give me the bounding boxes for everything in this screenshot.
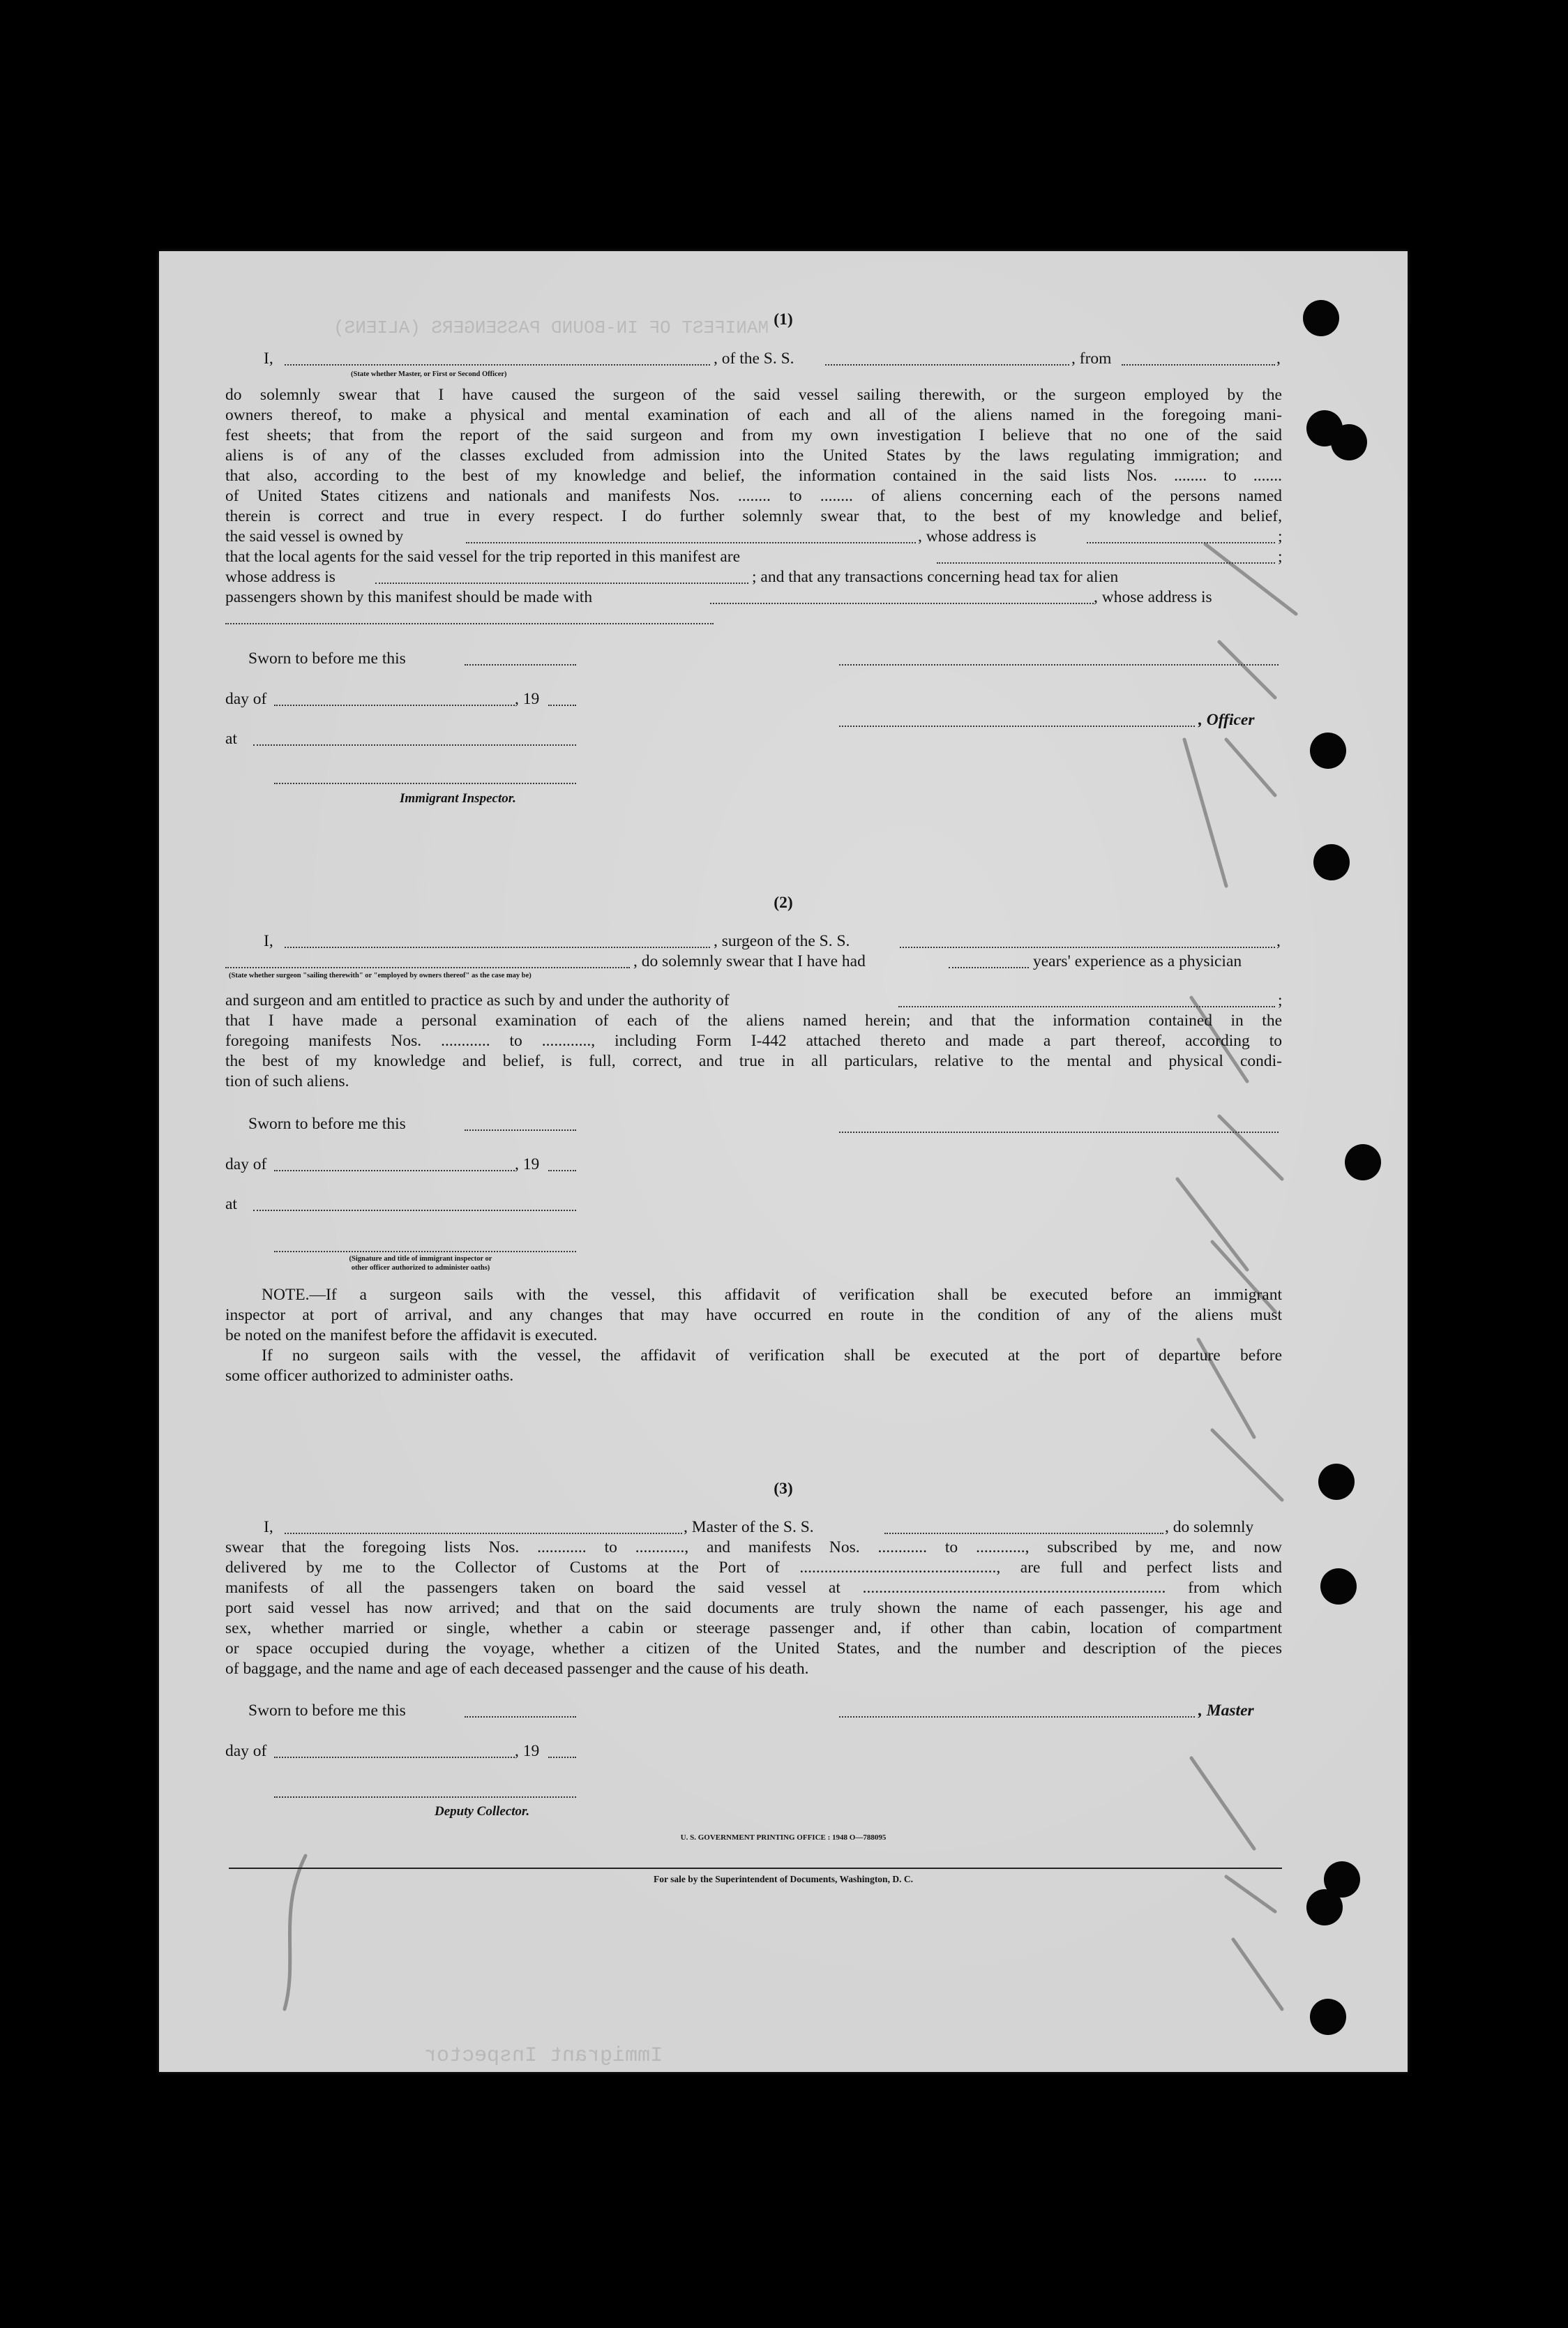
section-1-oath-paragraph <box>225 385 1282 527</box>
surgeon-signature-line[interactable] <box>839 1132 1279 1133</box>
officer-signature-line[interactable] <box>839 726 1195 727</box>
oath-line: the best of my knowledge and belief, is full, correct, and true in all particulars, relative to the mental and physical condi- <box>225 1052 1282 1070</box>
note-line: inspector at port of arrival, and any changes that may have occurred en route in the condition of any of the aliens must <box>225 1306 1282 1324</box>
gpo-imprint: U. S. GOVERNMENT PRINTING OFFICE : 1948 O—788095 <box>680 1833 887 1842</box>
owned-by-label: the said vessel is owned by <box>225 527 404 546</box>
at-label: at <box>225 730 237 748</box>
sworn-label: Sworn to before me this <box>248 1702 406 1720</box>
year-prefix: , 19 <box>515 1155 540 1173</box>
years-field[interactable] <box>949 967 1029 968</box>
oath-line: fest sheets; that from the report of the said surgeon and from my own investigation I believe that no one of the said <box>225 426 1282 444</box>
oath-line: or space occupied during the voyage, whether a citizen of the United States, and the number and description of the pieces <box>225 1639 1282 1658</box>
oath-line: do solemnly swear that I have caused the surgeon of the said vessel sailing therewith, or the surgeon employed by the <box>225 386 1282 404</box>
note-line: NOTE.—If a surgeon sails with the vessel, this affidavit of verification shall be executed before an immigrant <box>262 1286 1282 1304</box>
agents-address-label: whose address is <box>225 568 336 586</box>
bleed-through-header: MANIFEST OF IN-BOUND PASSENGERS (ALIENS) <box>333 317 769 338</box>
section-3-number: (3) <box>774 1480 793 1498</box>
at-label: at <box>225 1195 237 1213</box>
punch-hole <box>1331 424 1367 460</box>
punch-hole <box>1310 733 1346 769</box>
punch-hole <box>1313 844 1350 880</box>
head-tax-address-field[interactable] <box>225 623 714 624</box>
oath-line: delivered by me to the Collector of Customs at the Port of ................................................, are full and perfect lists and <box>225 1559 1282 1577</box>
punch-hole <box>1310 1999 1346 2035</box>
day-of-label: day of <box>225 1155 267 1173</box>
master-name-field[interactable] <box>285 1533 682 1534</box>
surgeon-note: (State whether surgeon "sailing therewith" or "employed by owners thereof" as the case may be) <box>229 972 532 979</box>
year-field[interactable] <box>548 705 576 706</box>
agents-address-field[interactable] <box>375 583 748 584</box>
oath-line: therein is correct and true in every respect. I do further solemnly swear that, to the best of my knowledge and belief, <box>225 507 1282 525</box>
note-line: be noted on the manifest before the affidavit is executed. <box>225 1326 598 1344</box>
oath-line: swear that the foregoing lists Nos. ............ to ............, and manifests Nos. ............ to ............, subscribed by me, and now <box>225 1538 1282 1556</box>
surgeon-type-field[interactable] <box>225 967 630 968</box>
surgeon-vessel-field[interactable] <box>900 947 1275 948</box>
line-end-comma: , <box>1276 350 1281 368</box>
manifest-back-page <box>159 251 1408 2072</box>
master-signature-line[interactable] <box>839 1716 1195 1718</box>
footer-rule <box>229 1868 1282 1869</box>
inspector-signature-line[interactable] <box>274 783 576 784</box>
section-3-oath-paragraph <box>225 1538 1282 1679</box>
officer-signature-line-upper[interactable] <box>839 664 1279 666</box>
from-label: , from <box>1071 350 1112 368</box>
semicolon: ; <box>1278 991 1283 1009</box>
sworn-day-field[interactable] <box>465 1716 576 1718</box>
note2-paragraph <box>262 1346 1282 1366</box>
punch-hole <box>1306 1889 1343 1925</box>
signature-note: other officer authorized to administer oaths) <box>351 1264 490 1272</box>
note-paragraph <box>225 1285 1282 1305</box>
section-2-number: (2) <box>774 894 793 912</box>
deputy-signature-line[interactable] <box>274 1796 576 1798</box>
years-experience-label: years' experience as a physician <box>1033 952 1242 970</box>
local-agents-label: that the local agents for the said vessel for the trip reported in this manifest are <box>225 548 741 566</box>
master-name-field[interactable] <box>285 364 710 366</box>
oath-line: tion of such aliens. <box>225 1072 349 1090</box>
officer-label: , Officer <box>1198 711 1255 729</box>
inspector-signature-line[interactable] <box>274 1251 576 1252</box>
at-place-field[interactable] <box>253 744 576 746</box>
year-prefix: , 19 <box>515 690 540 708</box>
note-line: If no surgeon sails with the vessel, the affidavit of verification shall be executed at the port of departure before <box>262 1346 1282 1365</box>
section-2-oath-paragraph <box>225 1011 1282 1092</box>
oath-line: sex, whether married or single, whether a cabin or steerage passenger and, if other than cabin, location of compartment <box>225 1619 1282 1637</box>
year-field[interactable] <box>548 1757 576 1758</box>
sworn-day-field[interactable] <box>465 664 576 666</box>
day-of-label: day of <box>225 690 267 708</box>
owner-address-field[interactable] <box>1087 542 1275 543</box>
do-solemnly-label: , do solemnly <box>1165 1518 1254 1536</box>
sworn-day-field[interactable] <box>465 1129 576 1131</box>
passengers-label: passengers shown by this manifest should be made with <box>225 588 593 606</box>
semicolon: ; <box>1278 548 1283 566</box>
oath-line: of baggage, and the name and age of each deceased passenger and the cause of his death. <box>225 1660 809 1678</box>
owner-field[interactable] <box>466 542 916 543</box>
deputy-collector-label: Deputy Collector. <box>435 1804 530 1819</box>
section-3-i: I, <box>264 1518 273 1536</box>
oath-line: owners thereof, to make a physical and mental examination of each and all of the aliens named in the foregoing mani- <box>225 406 1282 424</box>
sale-notice: For sale by the Superintendent of Documents, Washington, D. C. <box>654 1874 913 1884</box>
oath-line: manifests of all the passengers taken on board the said vessel at .......................................................................... from which <box>225 1579 1282 1597</box>
local-agents-field[interactable] <box>937 562 1275 564</box>
oath-line: of United States citizens and nationals and manifests Nos. ........ to ........ of aliens concerning each of the persons named <box>225 487 1282 505</box>
master-vessel-field[interactable] <box>884 1533 1163 1534</box>
month-field[interactable] <box>274 705 515 706</box>
authority-label: and surgeon and am entitled to practice as such by and under the authority of <box>225 991 730 1009</box>
head-tax-label: ; and that any transactions concerning head tax for alien <box>752 568 1119 586</box>
oath-line: that I have made a personal examination of each of the aliens named herein; and that the information contained in the <box>225 1012 1282 1030</box>
punch-hole <box>1345 1144 1381 1180</box>
semicolon: ; <box>1278 527 1283 546</box>
oath-line: port said vessel has now arrived; and that on the said documents are truly shown the name of each passenger, his age and <box>225 1599 1282 1617</box>
sworn-label: Sworn to before me this <box>248 1115 406 1133</box>
authority-field[interactable] <box>898 1006 1275 1007</box>
immigrant-inspector-label: Immigrant Inspector. <box>400 791 516 806</box>
whose-address-label: , whose address is <box>1094 588 1212 606</box>
of-the-ss-label: , of the S. S. <box>714 350 794 368</box>
master-of-label: , Master of the S. S. <box>684 1518 814 1536</box>
section-2-i: I, <box>264 932 273 950</box>
note-line: some officer authorized to administer oaths. <box>225 1367 514 1385</box>
year-prefix: , 19 <box>515 1742 540 1760</box>
from-port-field[interactable] <box>1122 364 1275 366</box>
whose-address-label: , whose address is <box>918 527 1036 546</box>
section-1-number: (1) <box>774 310 793 329</box>
oath-line: aliens is of any of the classes excluded from admission into the United States by the laws regulating immigration; and <box>225 446 1282 465</box>
bleed-through-footer: Immigrant Inspector <box>424 2044 663 2068</box>
day-of-label: day of <box>225 1742 267 1760</box>
punch-hole <box>1320 1568 1357 1605</box>
surgeon-name-field[interactable] <box>285 947 710 948</box>
sworn-label: Sworn to before me this <box>248 649 406 668</box>
solemnly-swear-label: , do solemnly swear that I have had <box>633 952 866 970</box>
month-field[interactable] <box>274 1170 515 1171</box>
note-paragraph-cont <box>225 1305 1282 1346</box>
oath-line: that also, according to the best of my knowledge and belief, the information contained in the said lists Nos. ........ to ....... <box>225 467 1282 485</box>
master-label: , Master <box>1198 1702 1254 1720</box>
oath-line: foregoing manifests Nos. ............ to ............, including Form I-442 attached thereto and made a part thereof, according to <box>225 1032 1282 1050</box>
month-field[interactable] <box>274 1757 515 1758</box>
line-end-comma: , <box>1276 932 1281 950</box>
at-place-field[interactable] <box>253 1210 576 1211</box>
year-field[interactable] <box>548 1170 576 1171</box>
head-tax-agent-field[interactable] <box>710 603 1094 604</box>
section-1-i: I, <box>264 350 273 368</box>
surgeon-of-label: , surgeon of the S. S. <box>714 932 850 950</box>
vessel-name-field[interactable] <box>825 364 1069 366</box>
master-note: (State whether Master, or First or Second Officer) <box>351 370 507 378</box>
signature-note: (Signature and title of immigrant inspector or <box>349 1255 492 1263</box>
